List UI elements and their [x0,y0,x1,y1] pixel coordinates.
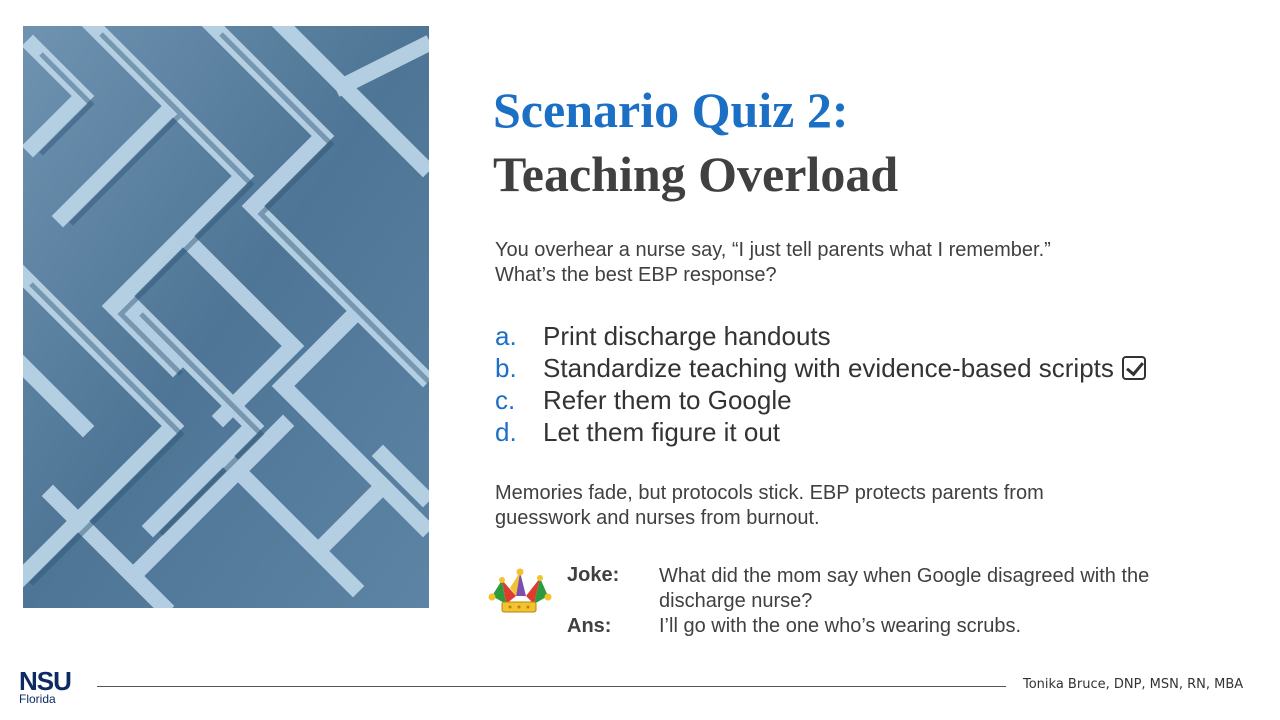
option-d[interactable] [495,416,1215,448]
logo-main-text: NSU [19,666,71,696]
option-letter: c. [495,384,516,415]
option-text: Standardize teaching with evidence-based scripts [543,352,1114,383]
author-credit: Tonika Bruce, DNP, MSN, RN, MBA [1023,677,1244,692]
question-line-1: You overhear a nurse say, “I just tell parents what I remember.” [495,239,1051,261]
option-c[interactable] [495,384,1215,416]
footer-divider [97,686,1006,687]
title-line-1: Scenario Quiz 2: [493,82,849,138]
answer-text: I’ll go with the one who’s wearing scrubs. [659,615,1022,637]
summary-text [495,481,1145,531]
option-b[interactable] [495,352,1215,384]
question-line-2: What’s the best EBP response? [495,264,777,286]
nsu-logo [19,668,71,706]
option-letter: a. [495,320,517,351]
joke-label: Joke: [567,564,620,586]
option-a[interactable] [495,320,1215,352]
checkbox-checked-icon [1122,356,1146,380]
option-letter: b. [495,352,517,383]
logo-sub-text: Florida [19,692,56,706]
maze-image [23,26,429,608]
summary-line-2: guesswork and nurses from burnout. [495,507,820,529]
answer-options [495,320,1215,448]
answer-label: Ans: [567,615,612,637]
summary-line-1: Memories fade, but protocols stick. EBP protects parents from [495,482,1044,504]
joke-line-1: What did the mom say when Google disagreed with the [659,565,1150,587]
joke-line-2: discharge nurse? [659,590,813,612]
option-text: Refer them to Google [543,384,792,415]
question-text [495,238,1175,288]
option-text: Print discharge handouts [543,320,831,351]
option-letter: d. [495,416,517,447]
jester-hat-icon [488,566,552,616]
option-text: Let them figure it out [543,416,781,447]
joke-text [659,564,1219,614]
title-line-2: Teaching Overload [493,146,899,202]
